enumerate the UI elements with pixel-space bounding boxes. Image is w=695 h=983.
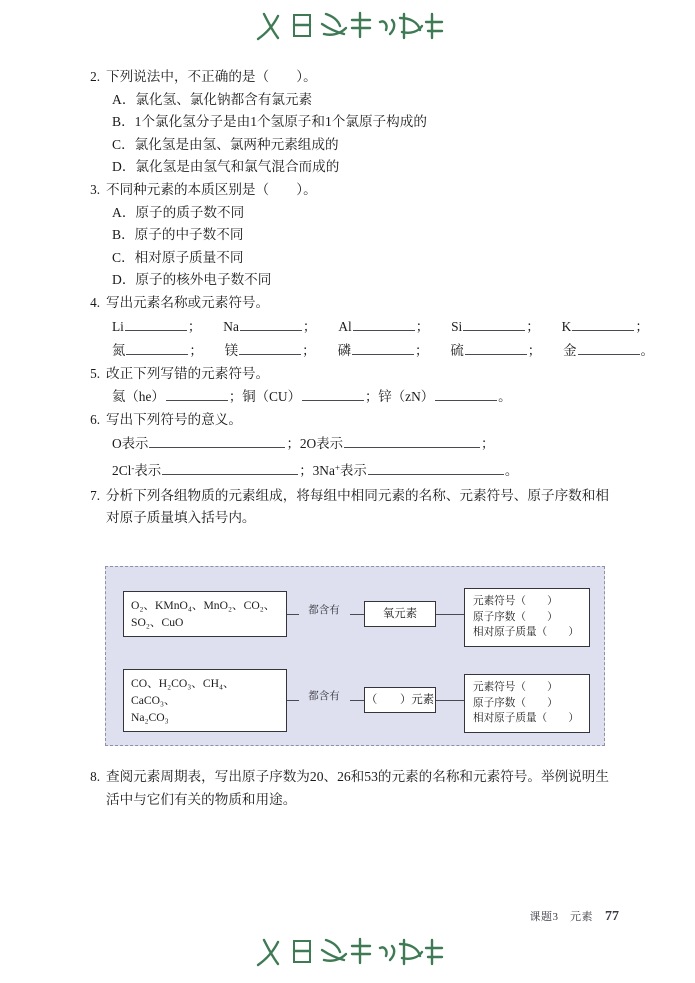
publisher-logo-icon: [248, 932, 448, 972]
separator: ；: [526, 318, 540, 334]
formula-line-1: O₂、KMnO₄、MnO₂、CO₂、: [131, 599, 276, 612]
element-label-1: 氧元素: [382, 607, 418, 620]
page-footer: [530, 908, 620, 925]
formula-box-1: [123, 591, 287, 637]
answer-blank-magnesium[interactable]: [239, 342, 301, 355]
question-7: [86, 485, 616, 530]
answer-symbol-2[interactable]: 元素符号（ ）: [473, 682, 558, 693]
answer-blank-copper[interactable]: [302, 388, 364, 401]
answer-blank-gold[interactable]: [578, 342, 640, 355]
answer-blank-2o[interactable]: [344, 435, 480, 448]
answer-blank-si[interactable]: [463, 318, 525, 331]
symbol-o: O: [112, 435, 122, 451]
question-stem: 下列说法中，不正确的是（ ）。: [106, 69, 317, 84]
answer-symbol-1[interactable]: 元素符号（ ）: [473, 596, 558, 607]
answer-blank-o[interactable]: [149, 435, 285, 448]
answer-atomic-number-2[interactable]: 原子序数（ ）: [473, 697, 558, 709]
question-3: [86, 179, 616, 202]
answer-relative-mass-1[interactable]: 相对原子质量（ ）: [473, 627, 579, 638]
connector-line: [436, 614, 464, 615]
answer-blank-na[interactable]: [240, 318, 302, 331]
verb: 表示: [316, 435, 343, 451]
question-2: [86, 66, 616, 89]
question-6-row-1: [86, 432, 616, 456]
question-stem: 写出元素名称或元素符号。: [106, 294, 270, 310]
connector-line: [350, 614, 364, 615]
formula-line-2: Na₂CO₃: [131, 710, 169, 724]
blank-label-nitrogen: 氮: [112, 342, 126, 358]
correction-label-copper: 铜（CU）: [242, 389, 301, 405]
publisher-logo-icon: [248, 6, 448, 46]
option-3b: B．原子的中子数不同: [112, 227, 244, 243]
answer-box-2: [464, 674, 590, 733]
separator: ；: [187, 318, 202, 334]
option-3c: C．相对原子质量不同: [112, 249, 244, 265]
option-3a: A．原子的质子数不同: [112, 204, 245, 220]
answer-blank-nitrogen[interactable]: [126, 342, 188, 355]
element-box-2[interactable]: [364, 687, 436, 713]
question-6-row-2: [86, 456, 616, 483]
blank-label-na: Na: [223, 318, 239, 334]
question-4: [86, 292, 616, 315]
exercise-content: [86, 66, 654, 530]
answer-blank-3na[interactable]: [368, 462, 504, 475]
publisher-logo-top: [0, 6, 695, 51]
question-number: 6.: [90, 412, 100, 428]
question-stem: 不同种元素的本质区别是（ ）。: [106, 181, 317, 197]
blank-label-li: Li: [112, 318, 124, 334]
separator: ；: [189, 342, 203, 358]
answer-blank-zinc[interactable]: [435, 388, 497, 401]
question-6: [86, 409, 616, 432]
question-number: 2.: [90, 69, 100, 84]
separator: 。: [640, 342, 654, 358]
connector-line: [436, 700, 464, 701]
question-number: 8.: [90, 769, 100, 784]
symbol-2o: 2O: [299, 435, 317, 451]
answer-blank-2cl[interactable]: [162, 462, 298, 475]
option-3d: D．原子的核外电子数不同: [112, 272, 272, 288]
answer-relative-mass-2[interactable]: 相对原子质量（ ）: [473, 713, 579, 724]
blank-label-al: Al: [338, 318, 352, 334]
correction-label-helium: 氦（he）: [112, 389, 165, 405]
answer-blank-al[interactable]: [353, 318, 415, 331]
answer-box-1: [464, 588, 590, 647]
question-5-row: [86, 385, 616, 409]
separator: ；: [364, 389, 379, 405]
connector-label-2: 都含有: [308, 691, 340, 702]
question-number: 5.: [90, 365, 100, 381]
footer-section-title: 课题3 元素: [529, 911, 593, 923]
charge-sup-minus: -: [131, 462, 135, 473]
verb: 表示: [340, 462, 367, 478]
connector-line: [350, 700, 364, 701]
publisher-logo-bottom: [0, 932, 695, 977]
answer-blank-phosphorus[interactable]: [352, 342, 414, 355]
separator: ；: [299, 462, 313, 478]
separator: ；: [414, 342, 429, 358]
page-number: 77: [605, 909, 619, 924]
option-2a: A．氯化氢、氯化钠都含有氯元素: [112, 91, 313, 107]
formula-line-1: CO、H₂CO₃、CH₄、CaCO₃、: [131, 676, 235, 707]
question-8: [86, 766, 616, 811]
question-stem: 改正下列写错的元素符号。: [106, 365, 270, 381]
separator: ；: [302, 318, 317, 334]
separator: ；: [286, 435, 300, 451]
answer-blank-sulfur[interactable]: [465, 342, 527, 355]
option-2b: B．1个氯化氢分子是由1个氢原子和1个氯原子构成的: [112, 114, 427, 130]
separator: 。: [498, 389, 512, 405]
question-stem: 分析下列各组物质的元素组成，将每组中相同元素的名称、元素符号、原子序数和相对原子质量填入括号内。: [106, 487, 609, 526]
question-5: [86, 363, 616, 386]
question-8-wrap: [86, 766, 616, 811]
diagram-group-2: [106, 666, 606, 734]
blank-label-k: K: [561, 318, 572, 334]
formula-line-2: SO₂、CuO: [131, 616, 184, 629]
answer-blank-helium[interactable]: [166, 388, 228, 401]
separator: ；: [481, 435, 495, 451]
answer-blank-li[interactable]: [125, 318, 187, 331]
charge-sup-plus: +: [334, 462, 341, 473]
blank-label-sulfur: 硫: [450, 342, 464, 358]
question-4-row-1: [86, 315, 649, 339]
question-number: 7.: [90, 487, 100, 503]
verb: 表示: [121, 435, 149, 451]
blank-label-gold: 金: [563, 342, 577, 358]
blank-label-phosphorus: 磷: [337, 342, 351, 358]
blank-label-magnesium: 镁: [224, 342, 239, 358]
separator: 。: [504, 462, 519, 478]
separator: ；: [527, 342, 542, 358]
separator: ；: [415, 318, 430, 334]
formula-box-2: [123, 669, 287, 732]
question-stem: 查阅元素周期表，写出原子序数为20、26和53的元素的名称和元素符号。举例说明生活中与它们有关的物质和用途。: [106, 769, 609, 807]
question-4-row-2: [86, 339, 654, 363]
symbol-3na: 3Na: [312, 462, 335, 478]
element-box-1: [364, 601, 436, 627]
option-2d: D．氯化氢是由氢气和氯气混合而成的: [112, 159, 340, 175]
blank-label-si: Si: [451, 318, 463, 334]
answer-blank-k[interactable]: [572, 318, 634, 331]
connector-label-1: 都含有: [308, 605, 340, 616]
element-composition-diagram: [105, 566, 605, 746]
question-number: 4.: [90, 294, 100, 310]
diagram-group-1: [106, 580, 606, 648]
option-2c: C．氯化氢是由氢、氯两种元素组成的: [112, 136, 339, 152]
verb: 表示: [134, 462, 162, 478]
answer-atomic-number-1[interactable]: 原子序数（ ）: [473, 611, 558, 623]
separator: ；: [228, 389, 243, 405]
separator: ；: [635, 318, 649, 334]
question-number: 3.: [90, 181, 100, 197]
element-label-2: （ ）元素: [365, 693, 435, 706]
symbol-2cl: 2Cl: [112, 462, 132, 478]
correction-label-zinc: 锌（zN）: [378, 389, 435, 405]
separator: ；: [302, 342, 316, 358]
question-stem: 写出下列符号的意义。: [106, 412, 242, 428]
